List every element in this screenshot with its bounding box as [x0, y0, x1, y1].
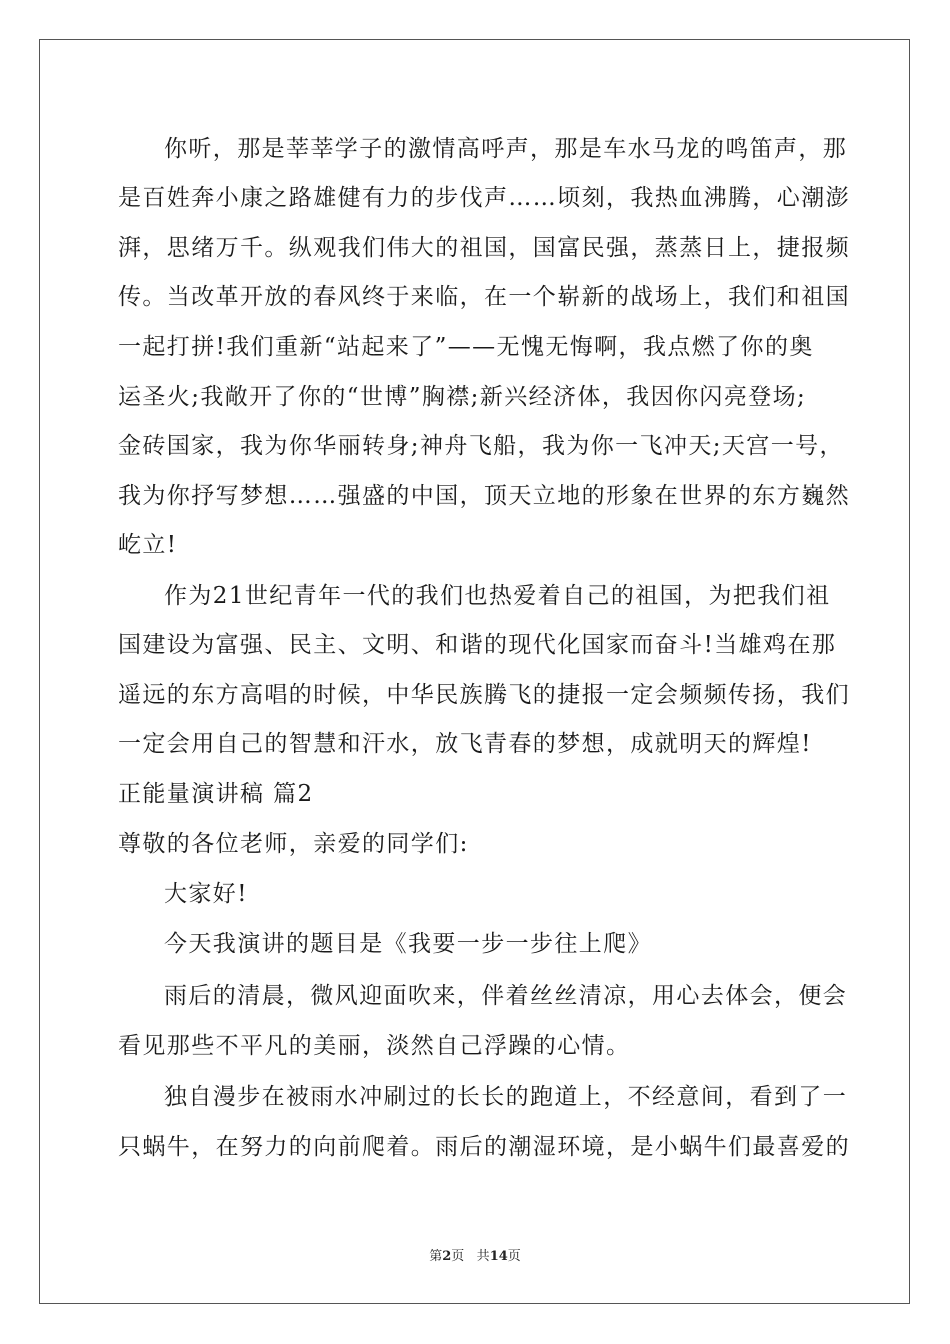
paragraph-line: 雨后的清晨，微风迎面吹来，伴着丝丝清凉，用心去体会，便会	[164, 983, 848, 1009]
paragraph-line: 你听，那是莘莘学子的激情高呼声，那是车水马龙的鸣笛声，那	[164, 136, 848, 162]
paragraph-line: 我为你抒写梦想……强盛的中国，顶天立地的形象在世界的东方巍然	[118, 483, 850, 509]
salutation: 尊敬的各位老师，亲爱的同学们:	[118, 831, 469, 857]
paragraph-line: 传。当改革开放的春风终于来临，在一个崭新的战场上，我们和祖国	[118, 284, 850, 310]
page-prefix: 第	[429, 1249, 443, 1264]
paragraph-line: 国建设为富强、民主、文明、和谐的现代化国家而奋斗!当雄鸡在那	[118, 632, 837, 658]
paragraph-line: 遥远的东方高唱的时候，中华民族腾飞的捷报一定会频频传扬，我们	[118, 682, 850, 708]
paragraph-line: 独自漫步在被雨水冲刷过的长长的跑道上，不经意间，看到了一	[164, 1084, 848, 1110]
current-page-number: 2	[442, 1249, 452, 1264]
paragraph-line: 屹立!	[118, 532, 178, 558]
paragraph-line: 金砖国家，我为你华丽转身;神舟飞船，我为你一飞冲天;天宫一号，	[118, 433, 844, 459]
paragraph-line: 作为21世纪青年一代的我们也热爱着自己的祖国，为把我们祖	[164, 583, 831, 609]
total-suffix: 页	[507, 1249, 521, 1264]
paragraph-line: 运圣火;我敞开了你的“世博”胸襟;新兴经济体，我因你闪亮登场;	[118, 384, 807, 410]
page-border	[39, 39, 910, 1304]
greeting: 大家好!	[164, 881, 248, 907]
paragraph-line: 只蜗牛，在努力的向前爬着。雨后的潮湿环境，是小蜗牛们最喜爱的	[118, 1134, 850, 1160]
total-page-number: 14	[489, 1249, 508, 1264]
paragraph-line: 一起打拼!我们重新“站起来了”——无愧无悔啊，我点燃了你的奥	[118, 334, 814, 360]
paragraph-line: 看见那些不平凡的美丽，淡然自己浮躁的心情。	[118, 1033, 631, 1059]
page-suffix: 页	[451, 1249, 465, 1264]
paragraph-line: 湃，思绪万千。纵观我们伟大的祖国，国富民强，蒸蒸日上，捷报频	[118, 235, 850, 261]
total-prefix: 共	[476, 1249, 490, 1264]
section-heading: 正能量演讲稿 篇2	[118, 781, 314, 807]
speech-topic: 今天我演讲的题目是《我要一步一步往上爬》	[164, 931, 652, 957]
page-footer	[0, 1248, 950, 1266]
paragraph-line: 一定会用自己的智慧和汗水，放飞青春的梦想，成就明天的辉煌!	[118, 731, 812, 757]
paragraph-line: 是百姓奔小康之路雄健有力的步伐声……顷刻，我热血沸腾，心潮澎	[118, 185, 850, 211]
